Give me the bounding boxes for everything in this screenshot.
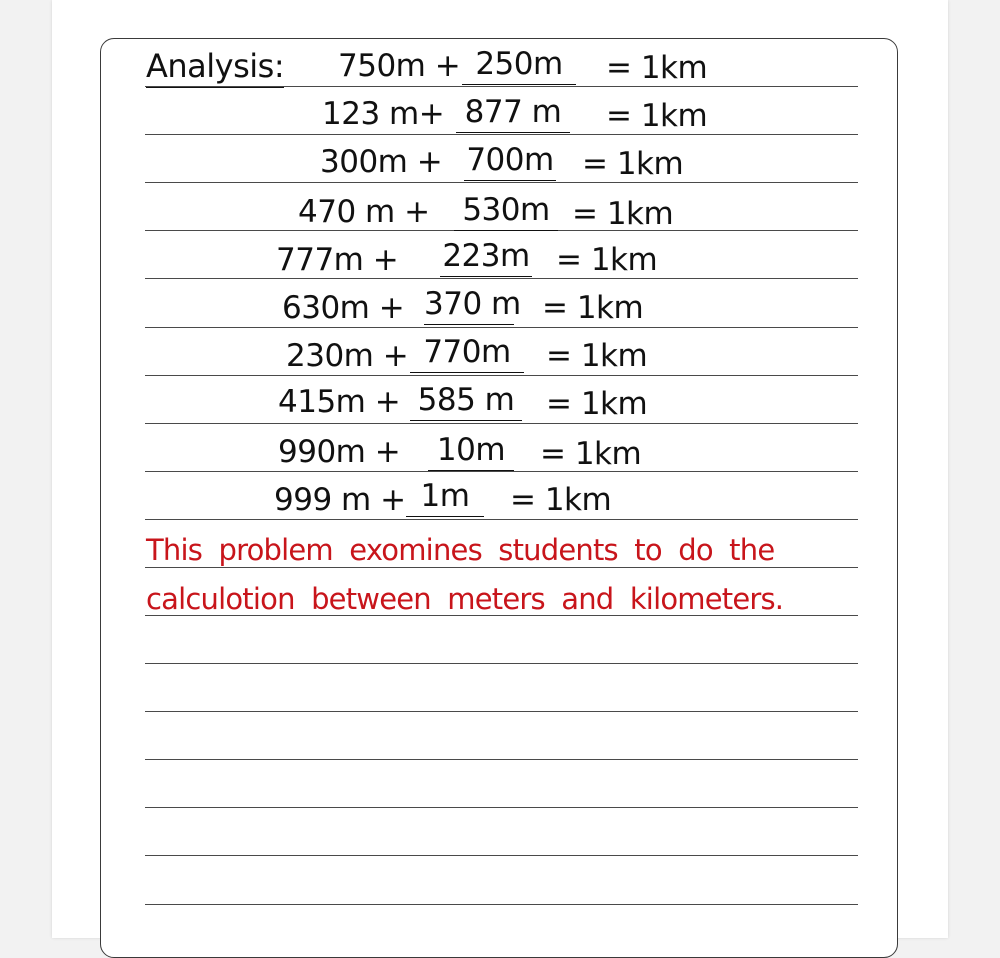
equation-right: = 1km xyxy=(542,290,644,326)
ruled-line xyxy=(145,663,858,664)
equation-right: = 1km xyxy=(582,146,684,182)
equation-left: 415m + xyxy=(278,384,401,420)
equation-right: = 1km xyxy=(546,338,648,374)
ruled-line xyxy=(145,182,858,183)
ruled-line xyxy=(145,375,858,376)
analysis-heading: Analysis: xyxy=(146,46,284,88)
equation-right: = 1km xyxy=(606,98,708,134)
equation-right: = 1km xyxy=(510,482,612,518)
equation-answer: 223m xyxy=(440,236,532,277)
equation-right: = 1km xyxy=(546,386,648,422)
equation-left: 999 m + xyxy=(274,482,406,518)
ruled-line xyxy=(145,759,858,760)
equation-right: = 1km xyxy=(556,242,658,278)
equation-answer: 877 m xyxy=(456,92,570,133)
equation-answer: 10m xyxy=(428,430,514,471)
equation-left: 123 m+ xyxy=(322,96,445,132)
equation-answer: 770m xyxy=(410,332,524,373)
equation-left: 750m + xyxy=(338,48,461,84)
equation-answer: 530m xyxy=(454,190,558,231)
equation-right: = 1km xyxy=(606,50,708,86)
ruled-line xyxy=(145,327,858,328)
equation-right: = 1km xyxy=(540,436,642,472)
ruled-line xyxy=(145,278,858,279)
equation-answer: 585 m xyxy=(410,380,522,421)
ruled-line xyxy=(145,423,858,424)
ruled-line xyxy=(145,711,858,712)
equation-answer: 250m xyxy=(462,44,576,85)
equation-left: 300m + xyxy=(320,144,443,180)
equation-left: 777m + xyxy=(276,242,399,278)
equation-right: = 1km xyxy=(572,196,674,232)
explanation-line-1: This problem exomines students to do the xyxy=(146,533,775,567)
ruled-line xyxy=(145,904,858,905)
ruled-line xyxy=(145,807,858,808)
ruled-line xyxy=(145,134,858,135)
equation-answer: 1m xyxy=(406,476,484,517)
equation-left: 990m + xyxy=(278,434,401,470)
ruled-line xyxy=(145,519,858,520)
ruled-line xyxy=(145,471,858,472)
equation-left: 630m + xyxy=(282,290,405,326)
equation-left: 470 m + xyxy=(298,194,430,230)
ruled-line xyxy=(145,855,858,856)
equation-answer: 700m xyxy=(464,140,556,181)
equation-answer: 370 m xyxy=(424,284,514,325)
equation-left: 230m + xyxy=(286,338,409,374)
explanation-line-2: calculotion between meters and kilometers. xyxy=(146,582,784,616)
